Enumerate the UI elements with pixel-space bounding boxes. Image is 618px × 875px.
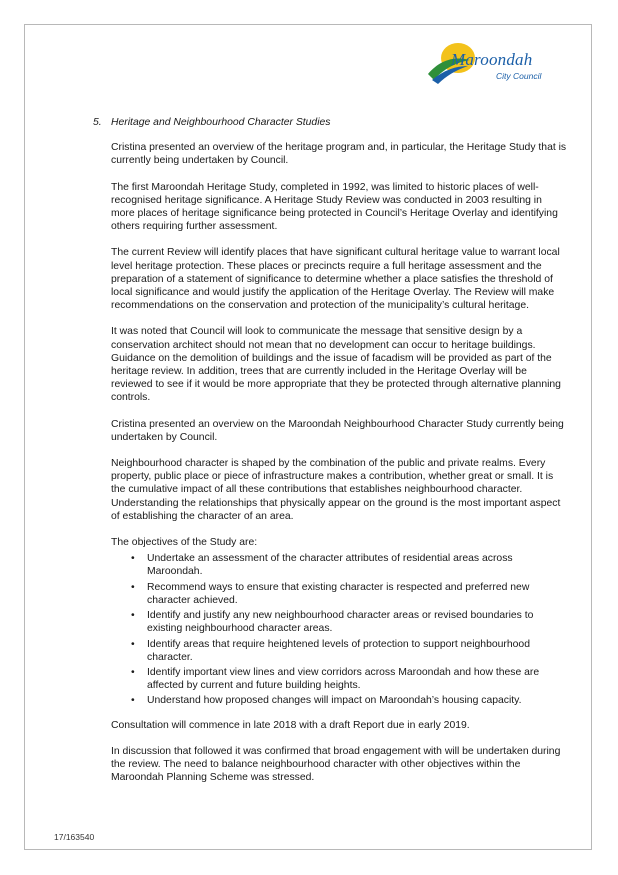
bullet-icon: • xyxy=(131,666,135,678)
paragraph: Cristina presented an overview on the Maroondah Neighbourhood Character Study currently being undertaken by Council. xyxy=(111,418,564,443)
document-body xyxy=(93,116,567,797)
list-item xyxy=(111,666,567,692)
section-heading xyxy=(93,116,567,129)
list-item-text: Identify areas that require heightened levels of protection to support neighbourhood character. xyxy=(147,638,530,663)
section-title: Heritage and Neighbourhood Character Studies xyxy=(111,117,331,128)
logo-wordmark: Maroondah xyxy=(451,50,533,69)
list-item-text: Identify and justify any new neighbourhood character areas or revised boundaries to existing neighbourhood character areas. xyxy=(147,610,534,635)
bullet-icon: • xyxy=(131,553,135,565)
bullet-icon: • xyxy=(131,610,135,622)
objectives-list xyxy=(111,552,567,707)
list-item-text: Identify important view lines and view corridors across Maroondah and how these are affected by current and future building heights. xyxy=(147,666,540,692)
list-item xyxy=(111,694,567,707)
list-item xyxy=(111,638,567,664)
paragraph: Consultation will commence in late 2018 with a draft Report due in early 2019. xyxy=(111,719,470,731)
bullet-icon: • xyxy=(131,581,135,593)
logo-subtitle: City Council xyxy=(496,71,542,81)
paragraph: The current Review will identify places that have significant cultural heritage value to warrant local level heritage protection. These places or precincts require a full heritage assessment and the preparation of a statement of significance to determine whether a place satisfies the threshold of local significance and would justify the application of the Heritage Overlay. The Review will make recommendations on the conservation and protection of the municipality’s cultural heritage. xyxy=(111,247,560,312)
maroondah-logo xyxy=(422,36,562,88)
objectives-intro: The objectives of the Study are: xyxy=(111,537,258,549)
section-number: 5. xyxy=(93,117,102,128)
document-reference: 17/163540 xyxy=(54,832,95,842)
paragraph: Cristina presented an overview of the heritage program and, in particular, the Heritage Study that is currently being undertaken by Council. xyxy=(111,142,567,167)
list-item xyxy=(111,552,567,578)
list-item xyxy=(111,609,567,635)
bullet-icon: • xyxy=(131,638,135,650)
paragraph: In discussion that followed it was confirmed that broad engagement with will be undertaken during the review. The need to balance neighbourhood character with other objectives within the Maroondah Planning Scheme was stressed. xyxy=(111,745,561,784)
paragraph: It was noted that Council will look to communicate the message that sensitive design by a conservation architect should not mean that no development can occur to heritage buildings. Guidance on the demolition of buildings and the issue of facadism will be provided as part of the heritage review. In addition, trees that are currently included in the Heritage Overlay will be reviewed to see if it would be more appropriate that they be protected through alternative planning controls. xyxy=(111,326,561,404)
list-item xyxy=(111,581,567,607)
list-item-text: Recommend ways to ensure that existing character is respected and preferred new character achieved. xyxy=(147,581,530,606)
list-item-text: Understand how proposed changes will impact on Maroondah’s housing capacity. xyxy=(147,695,522,707)
paragraph: The first Maroondah Heritage Study, completed in 1992, was limited to historic places of well-recognised heritage significance. A Heritage Study Review was conducted in 2003 resulting in more places of heritage significance being protected in Council’s Heritage Overlay and identifying others requiring further assessment. xyxy=(111,181,558,233)
bullet-icon: • xyxy=(131,695,135,707)
paragraph: Neighbourhood character is shaped by the combination of the public and private realms. Every property, public place or piece of infrastructure makes a contribution, whether great or small. It is the cumulative impact of all these contributions that establishes neighbourhood character. Understanding the relationships that physically appear on the ground is the most important aspect of establishing the character of an area. xyxy=(111,458,561,522)
list-item-text: Undertake an assessment of the character attributes of residential areas across Maroondah. xyxy=(147,553,513,578)
